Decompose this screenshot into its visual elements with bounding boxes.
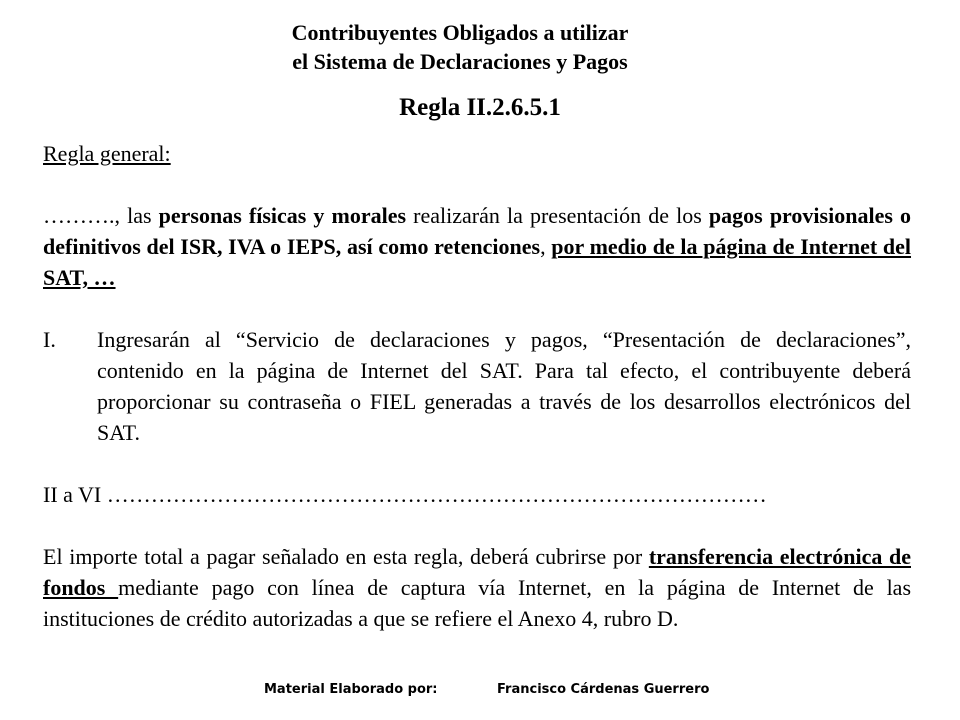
footer-label: Material Elaborado por: [264,682,438,697]
footer-author: Francisco Cárdenas Guerrero [497,682,710,697]
rule-number: Regla II.2.6.5.1 [399,94,561,121]
general-rule-heading: Regla general: [43,141,171,166]
title-line-1: Contribuyentes Obligados a utilizar [291,20,629,45]
emphasis-payments: pagos provisionales o definitivos del ISR, IVA o IEPS, así como retenciones [43,203,911,259]
emphasis-persons: personas físicas y morales [158,203,407,228]
paragraph-general-rule: ………., las personas físicas y morales realizarán la presentación de los pagos provisionales o definitivos del ISR, IVA o IEPS, así como retenciones, por medio de la página de Internet del SAT, … [43,203,912,290]
emphasis-transfer: transferencia electrónica de fondos [43,544,911,600]
emphasis-internet: por medio de la página de Internet del SAT, … [43,234,912,290]
slide-title [180,18,740,76]
list-item-text: Ingresarán al “Servicio de declaraciones y pagos, “Presentación de declaraciones”, contenido en la página de Internet del SAT. Para tal efecto, el contribuyente deberá proporcionar su contraseña o FIEL generadas a través de los desarrollos electrónicos del SAT. [97,327,911,445]
list-number: I. [43,327,56,352]
paragraph-payment: El importe total a pagar señalado en esta regla, deberá cubrirse por transferencia electrónica de fondos mediante pago con línea de captura vía Internet, en la página de Internet de las instituciones de crédito autorizadas a que se refiere el Anexo 4, rubro D. [43,544,912,631]
title-line-2: el Sistema de Declaraciones y Pagos [292,49,628,74]
items-ii-vi: II a VI ……………………………………………………………………………… [43,482,767,507]
list-item-i [43,324,911,448]
slide-body [43,138,911,634]
